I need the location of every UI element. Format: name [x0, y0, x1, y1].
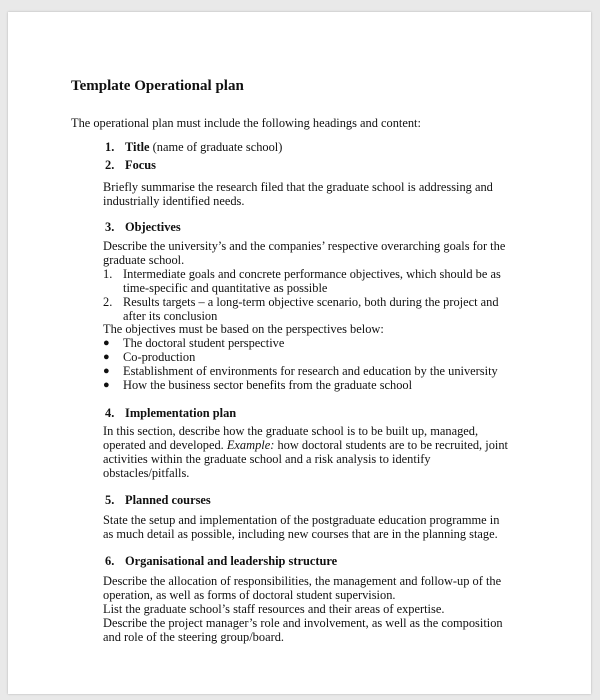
body-text: operated and developed.	[103, 438, 227, 452]
section-number: 2.	[105, 158, 115, 172]
perspective-bullet	[103, 378, 412, 394]
section-6-body-line: List the graduate school’s staff resources and their areas of expertise.	[103, 602, 445, 616]
objective-item-text: Results targets – a long-term objective scenario, both during the project and	[123, 295, 499, 309]
objective-item-number: 1.	[103, 267, 113, 281]
section-number: 5.	[105, 493, 115, 507]
document-page	[8, 12, 591, 694]
section-6-heading	[105, 554, 337, 569]
intro-text: The operational plan must include the following headings and content:	[71, 116, 421, 130]
document-title: Template Operational plan	[71, 78, 244, 94]
objective-item-continuation: time-specific and quantitative as possible	[123, 281, 328, 295]
example-label: Example:	[226, 438, 275, 452]
section-number: 4.	[105, 406, 115, 420]
section-4-body-line: activities within the graduate school and a risk analysis to identify	[103, 452, 431, 466]
bullet-icon: ●	[103, 351, 110, 363]
section-2-body-line: Briefly summarise the research filed that the graduate school is addressing and	[103, 180, 493, 194]
section-1-heading	[105, 140, 282, 155]
section-6-body-line: Describe the project manager’s role and involvement, as well as the composition	[103, 616, 503, 630]
bullet-text: Co-production	[123, 350, 196, 364]
objective-item	[103, 267, 501, 282]
section-title: Focus	[125, 158, 156, 172]
objective-item-text: Intermediate goals and concrete performance objectives, which should be as	[123, 267, 501, 281]
section-title: Planned courses	[125, 493, 211, 507]
body-text: how doctoral students are to be recruited, joint	[274, 438, 508, 452]
section-6-body-line: Describe the allocation of responsibilities, the management and follow-up of the	[103, 574, 502, 588]
section-4-heading	[105, 406, 236, 421]
bullet-text: How the business sector benefits from the graduate school	[123, 378, 413, 392]
section-4-body-line: obstacles/pitfalls.	[103, 466, 190, 480]
section-5-body-line: as much detail as possible, including new courses that are in the planning stage.	[103, 527, 498, 541]
section-4-body-line	[103, 438, 508, 453]
section-title: Objectives	[125, 220, 181, 234]
section-2-body-line: industrially identified needs.	[103, 194, 245, 208]
bullet-text: The doctoral student perspective	[123, 336, 285, 350]
section-title: Organisational and leadership structure	[125, 554, 338, 568]
section-5-heading	[105, 493, 211, 508]
bullet-text: Establishment of environments for research and education by the university	[123, 364, 498, 378]
section-note: (name of graduate school)	[149, 140, 283, 154]
bullet-icon: ●	[103, 379, 110, 391]
objective-item	[103, 295, 499, 310]
bullet-icon: ●	[103, 365, 110, 377]
objective-item-number: 2.	[103, 295, 113, 309]
section-2-heading	[105, 158, 156, 173]
bullet-icon: ●	[103, 337, 110, 349]
section-title: Title	[125, 140, 150, 154]
perspectives-intro: The objectives must be based on the perspectives below:	[103, 322, 384, 336]
section-3-heading	[105, 220, 181, 235]
section-5-body-line: State the setup and implementation of the postgraduate education programme in	[103, 513, 500, 527]
section-3-body-line: graduate school.	[103, 253, 185, 267]
objective-item-continuation: after its conclusion	[123, 309, 218, 323]
section-6-body-line: operation, as well as forms of doctoral student supervision.	[103, 588, 396, 602]
section-6-body-line: and role of the steering group/board.	[103, 630, 284, 644]
section-number: 6.	[105, 554, 115, 568]
section-4-body-line: In this section, describe how the graduate school is to be built up, managed,	[103, 424, 479, 438]
section-3-body-line: Describe the university’s and the companies’ respective overarching goals for the	[103, 239, 506, 253]
section-title: Implementation plan	[125, 406, 237, 420]
section-number: 1.	[105, 140, 115, 154]
section-number: 3.	[105, 220, 115, 234]
